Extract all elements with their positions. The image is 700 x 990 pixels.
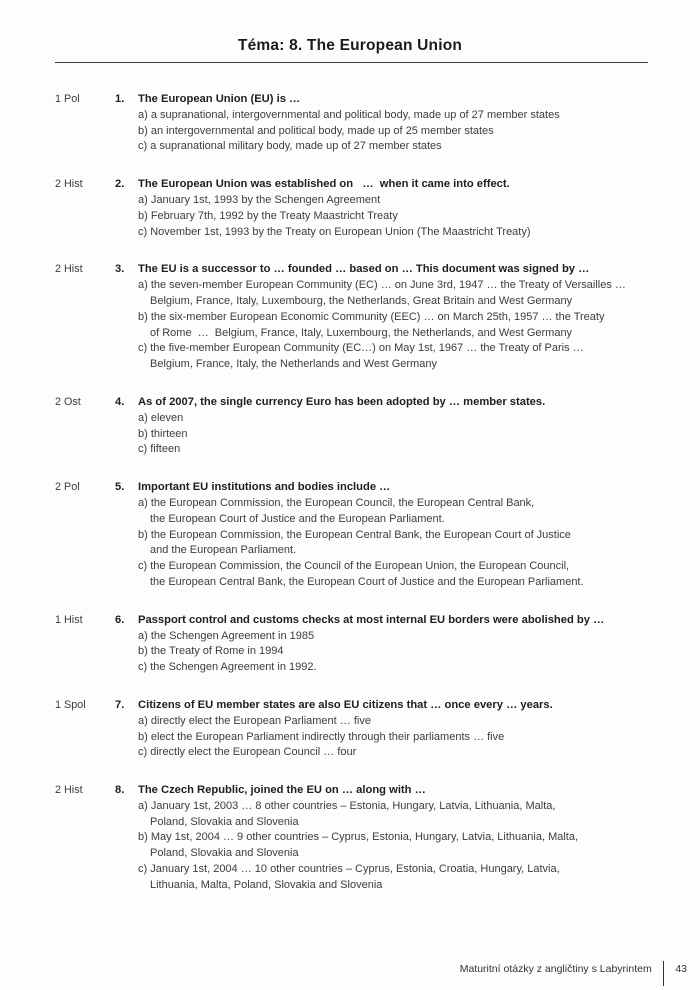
footer-page-number: 43	[675, 963, 687, 975]
answer-option-line: b) February 7th, 1992 by the Treaty Maastricht Treaty	[138, 209, 398, 222]
question-body	[138, 92, 660, 155]
page-title: Téma: 8. The European Union	[237, 37, 463, 54]
question-heading: The Czech Republic, joined the EU on … along with …	[138, 784, 426, 797]
question-category-tag: 1 Pol	[55, 93, 80, 105]
question-body	[138, 783, 660, 894]
question-number: 3.	[115, 263, 125, 276]
question-number: 8.	[115, 784, 125, 797]
answer-option-line: Poland, Slovakia and Slovenia	[150, 815, 299, 828]
question-body	[138, 480, 660, 591]
question-body	[138, 177, 660, 240]
answer-option-line: b) May 1st, 2004 … 9 other countries – Cyprus, Estonia, Hungary, Latvia, Lithuania, Malta,	[138, 831, 579, 844]
answer-option-line: b) elect the European Parliament indirectly through their parliaments … five	[138, 730, 505, 743]
question-number: 6.	[115, 613, 125, 626]
page-footer	[460, 961, 687, 986]
answer-option-line: c) January 1st, 2004 … 10 other countries – Cyprus, Estonia, Croatia, Hungary, Latvia,	[138, 863, 560, 876]
question-heading: Citizens of EU member states are also EU citizens that … once every … years.	[138, 698, 553, 711]
answer-option-line: a) January 1st, 2003 … 8 other countries – Estonia, Hungary, Latvia, Lithuania, Malta,	[138, 799, 556, 812]
question-body	[138, 698, 660, 761]
question-heading: The EU is a successor to … founded … based on … This document was signed by …	[138, 263, 590, 276]
question-category-tag: 2 Hist	[55, 178, 83, 191]
question-block	[55, 613, 660, 676]
question-body	[138, 262, 660, 373]
answer-option-line: a) the seven-member European Community (EC) … on June 3rd, 1947 … the Treaty of Versailles …	[138, 279, 626, 292]
answer-option-line: b) the Treaty of Rome in 1994	[138, 645, 284, 658]
answer-option-line: c) the Schengen Agreement in 1992.	[138, 661, 317, 674]
question-number: 5.	[115, 481, 125, 494]
question-block	[55, 783, 660, 894]
question-number: 2.	[115, 178, 125, 191]
question-category-tag: 2 Hist	[55, 784, 83, 797]
answer-option-line: the European Court of Justice and the European Parliament.	[150, 512, 445, 525]
answer-option-line: Belgium, France, Italy, Luxembourg, the Netherlands, Great Britain and West Germany	[150, 294, 573, 307]
question-body	[138, 395, 660, 458]
question-number: 4.	[115, 395, 125, 408]
footer-divider-bar	[663, 961, 665, 986]
answer-option-line: b) the six-member European Economic Community (EEC) … on March 25th, 1957 … the Treaty	[138, 310, 605, 323]
questions	[0, 63, 700, 894]
answer-option-line: c) a supranational military body, made up of 27 member states	[138, 140, 442, 153]
answer-option-line: Lithuania, Malta, Poland, Slovakia and Slovenia	[150, 878, 383, 891]
answer-option-line: c) fifteen	[138, 443, 181, 456]
answer-option-line: the European Central Bank, the European Court of Justice and the European Parliament.	[150, 575, 584, 588]
question-block	[55, 395, 660, 458]
answer-option-line: b) the European Commission, the European Central Bank, the European Court of Justice	[138, 528, 571, 541]
question-heading: The European Union (EU) is …	[138, 93, 301, 105]
question-heading: Passport control and customs checks at most internal EU borders were abolished by …	[138, 613, 605, 626]
answer-option-line: a) January 1st, 1993 by the Schengen Agreement	[138, 193, 381, 206]
question-block	[55, 262, 660, 373]
question-category-tag: 2 Hist	[55, 263, 83, 276]
answer-option-line: a) a supranational, intergovernmental and political body, made up of 27 member states	[138, 108, 560, 121]
answer-option-line: b) thirteen	[138, 427, 188, 440]
question-block	[55, 177, 660, 240]
question-heading: Important EU institutions and bodies include …	[138, 481, 391, 494]
answer-option-line: a) directly elect the European Parliament … five	[138, 714, 371, 727]
question-category-tag: 2 Ost	[55, 395, 81, 408]
question-heading: The European Union was established on … when it came into effect.	[138, 178, 510, 191]
answer-option-line: c) directly elect the European Council … four	[138, 746, 357, 759]
question-category-tag: 1 Spol	[55, 698, 86, 711]
answer-option-line: of Rome … Belgium, France, Italy, Luxembourg, the Netherlands, and West Germany	[150, 326, 573, 339]
question-block	[55, 92, 660, 155]
question-category-tag: 2 Pol	[55, 481, 80, 494]
answer-option-line: a) the Schengen Agreement in 1985	[138, 629, 315, 642]
question-heading: As of 2007, the single currency Euro has been adopted by … member states.	[138, 395, 546, 408]
answer-option-line: a) eleven	[138, 411, 184, 424]
answer-option-line: Poland, Slovakia and Slovenia	[150, 847, 299, 860]
answer-option-line: a) the European Commission, the European Council, the European Central Bank,	[138, 496, 535, 509]
question-block	[55, 480, 660, 591]
footer-book-title: Maturitní otázky z angličtiny s Labyrintem	[459, 963, 652, 975]
answer-option-line: Belgium, France, Italy, the Netherlands and West Germany	[150, 358, 437, 371]
answer-option-line: c) November 1st, 1993 by the Treaty on European Union (The Maastricht Treaty)	[138, 225, 531, 238]
question-number: 1.	[115, 93, 125, 105]
question-block	[55, 698, 660, 761]
question-number: 7.	[115, 698, 125, 711]
answer-option-line: b) an intergovernmental and political body, made up of 25 member states	[138, 124, 494, 137]
answer-option-line: c) the five-member European Community (EC…) on May 1st, 1967 … the Treaty of Paris …	[138, 342, 584, 355]
question-body	[138, 613, 660, 676]
answer-option-line: c) the European Commission, the Council of the European Union, the European Council,	[138, 560, 570, 573]
answer-option-line: and the European Parliament.	[150, 544, 297, 557]
question-category-tag: 1 Hist	[55, 613, 83, 626]
